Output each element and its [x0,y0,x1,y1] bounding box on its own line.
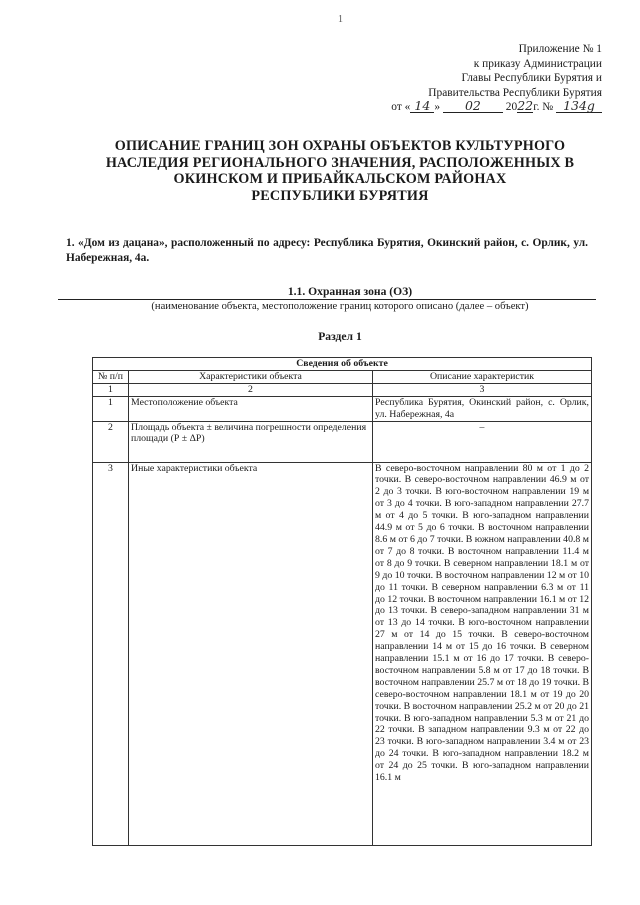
table-caption: Сведения об объекте [93,358,592,371]
date-month: 02 [443,100,503,113]
document-title [70,138,610,204]
row-description: В северо-восточном направлении 80 м от 1 до 2 точки. В северо-восточном направлении 46.9 м от 2 до 3 точки. В юго-восточном направлении 19 м от 3 до 4 точки. В юго-западном направлении 27.7 м от 4 до 5 точки. В юго-западном направлении 44.9 м от 5 до 6 точки. В восточном направлении 8.6 м от 6 до 7 точки. В южном направлении 40.8 м от 7 до 8 точки. В восточном направлении 11.4 м от 8 до 9 точки. В северном направлении 18.1 м от 9 до 10 точки. В восточном направлении 12 м от 10 до 11 точки. В северном направлении 6.3 м от 11 до 12 точки. В восточном направлении 16.1 м от 12 до 13 точки. В северо-западном направлении 31 м от 13 до 14 точки. В юго-восточном направлении 27 м от 14 до 15 точки. В северо-восточном направлении 14 м от 15 до 16 точки. В северном направлении 15.1 м от 16 до 17 точки. В северо-восточном направлении 5.8 м от 17 до 18 точки. В восточном направлении 25.7 м от 18 до 19 точки. В северо-восточном направлении 18.1 м от 19 до 20 точки. В восточном направлении 25.2 м от 20 до 21 точки. В юго-западном направлении 5.3 м от 21 до 22 точки. В западном направлении 9.3 м от 22 до 23 точки. В юго-западном направлении 3.4 м от 23 до 24 точки. В юго-западном направлении 18.2 м от 24 до 25 точки. В юго-западном направлении 16.1 м [373,462,592,845]
appendix-line-2: к приказу Администрации [473,57,602,70]
table-header-row [93,370,592,383]
table-column-numbers-row [93,383,592,396]
object-item-heading: 1. «Дом из дацана», расположенный по адресу: Республика Бурятия, Окинский район, с. Орлик, ул. Набережная, 4а. [66,237,588,264]
date-suffix: г. № [533,101,554,114]
header-description: Описание характеристик [373,370,592,383]
row-number: 2 [93,421,129,462]
table-row [93,421,592,462]
appendix-line-4: Правительства Республики Бурятия [428,86,602,99]
row-number: 1 [93,396,129,421]
header-number: № п/п [93,370,129,383]
title-line-2: НАСЛЕДИЯ РЕГИОНАЛЬНОГО ЗНАЧЕНИЯ, РАСПОЛОЖЕННЫХ В [105,154,575,171]
row-characteristic: Местоположение объекта [129,396,373,421]
column-number-1: 1 [93,383,129,396]
table-row [93,396,592,421]
zone-title: 1.1. Охранная зона (ОЗ) [287,285,413,298]
appendix-date-line [391,100,602,115]
row-characteristic: Иные характеристики объекта [129,462,373,845]
appendix-block [391,42,602,115]
order-number: 134g [556,100,602,113]
date-mid: » [434,101,441,114]
appendix-line-1: Приложение № 1 [518,43,602,55]
date-year-prefix: 20 [505,101,518,114]
row-number: 3 [93,462,129,845]
table-row [93,462,592,845]
row-description: – [373,421,592,462]
date-prefix: от « [391,101,411,114]
section-title: Раздел 1 [318,330,362,343]
column-number-2: 2 [129,383,373,396]
page-number: 1 [338,14,343,25]
title-line-3: ОКИНСКОМ И ПРИБАЙКАЛЬСКОМ РАЙОНАХ [173,171,507,188]
title-line-4: РЕСПУБЛИКИ БУРЯТИЯ [251,187,429,204]
object-info-table [92,357,592,846]
header-characteristics: Характеристики объекта [129,370,373,383]
zone-caption: (наименование объекта, местоположение границ которого описано (далее – объект) [151,301,529,312]
zone-underline [58,299,596,300]
row-description: Республика Бурятия, Окинский район, с. Орлик, ул. Набережная, 4а [373,396,592,421]
date-day: 14 [410,100,434,113]
row-characteristic: Площадь объекта ± величина погрешности определения площади (Р ± ΔР) [129,421,373,462]
appendix-line-3: Главы Республики Бурятия и [461,72,602,85]
table-caption-row [93,358,592,371]
column-number-3: 3 [373,383,592,396]
title-line-1: ОПИСАНИЕ ГРАНИЦ ЗОН ОХРАНЫ ОБЪЕКТОВ КУЛЬТУРНОГО [114,138,566,154]
date-year: 22 [517,98,534,114]
